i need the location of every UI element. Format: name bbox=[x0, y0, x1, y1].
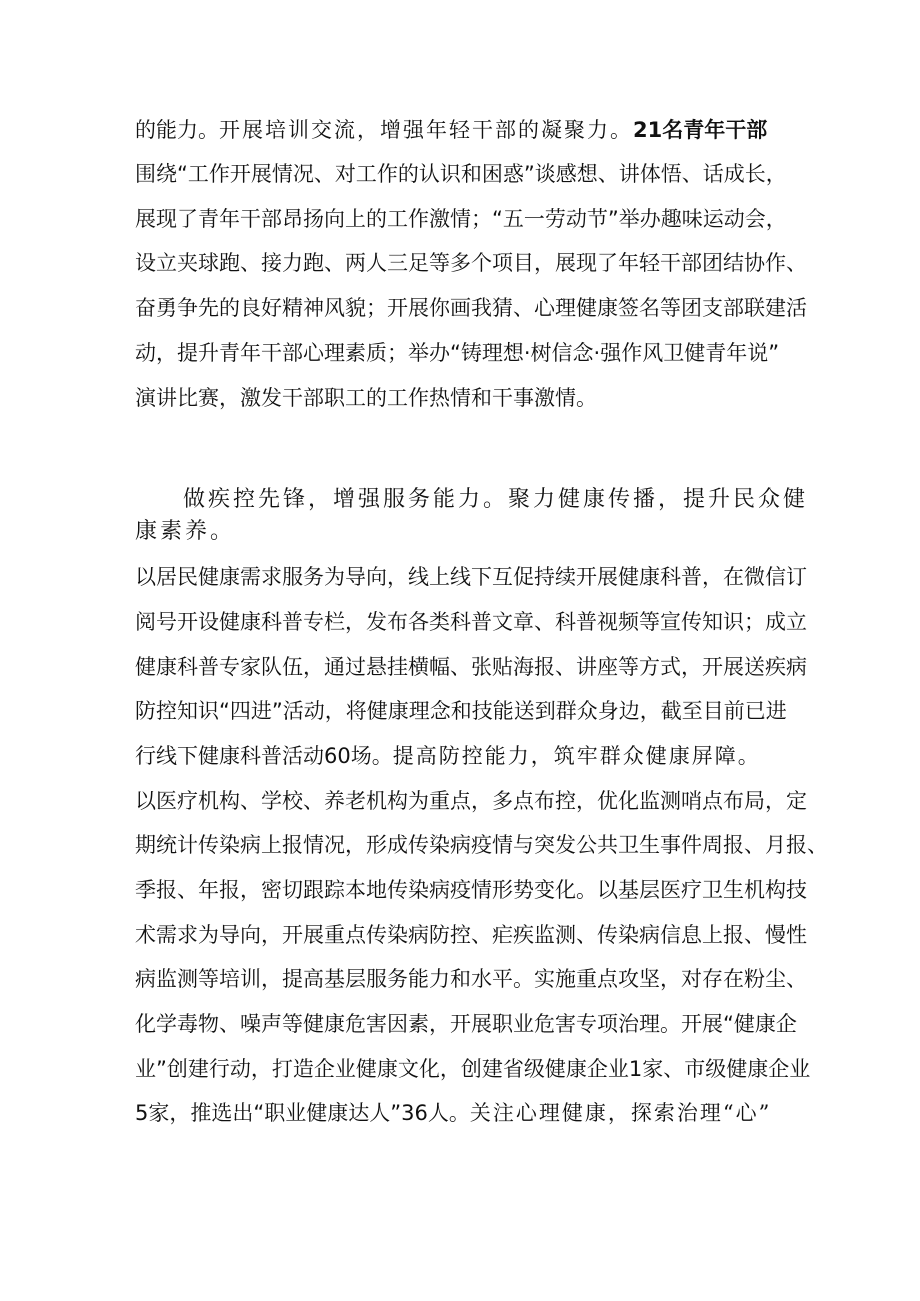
text-segment: 的能力。 bbox=[135, 118, 219, 142]
text-segment: 5家，推选出“职业健康达人”36人。 bbox=[135, 1101, 470, 1125]
paragraph-line: 以医疗机构、学校、养老机构为重点，多点布控，优化监测哨点布局，定 bbox=[135, 789, 807, 813]
paragraph-line bbox=[135, 115, 767, 145]
paragraph-line: 设立夹球跑、接力跑、两人三足等多个项目，展现了年轻干部团结协作、 bbox=[135, 251, 807, 275]
paragraph-line: 健康科普专家队伍，通过悬挂横幅、张贴海报、讲座等方式，开展送疾病 bbox=[135, 655, 807, 679]
serif-text-segment: 关注心理健康，探索治理“心” bbox=[469, 1101, 772, 1125]
paragraph-line: 业”创建行动，打造企业健康文化，创建省级健康企业1家、市级健康企业 bbox=[135, 1057, 811, 1081]
paragraph-line: 动，提升青年干部心理素质；举办“铸理想·树信念·强作风卫健青年说” bbox=[135, 341, 780, 365]
section-heading-line: 做疾控先锋，增强服务能力。聚力健康传播，提升民众健 bbox=[183, 487, 809, 512]
paragraph-line: 演讲比赛，激发干部职工的工作热情和干事激情。 bbox=[135, 386, 597, 410]
paragraph-line: 化学毒物、噪声等健康危害因素，开展职业危害专项治理。开展“健康企 bbox=[135, 1012, 797, 1036]
paragraph-line: 期统计传染病上报情况，形成传染病疫情与突发公共卫生事件周报、月报、 bbox=[135, 833, 828, 857]
paragraph-line: 围绕“工作开展情况、对工作的认识和困惑”谈感想、讲体悟、话成长， bbox=[135, 162, 787, 186]
serif-text-segment: 开展培训交流，增强年轻干部的凝聚力。 bbox=[219, 118, 633, 142]
text-segment: 行线下健康科普活动60场。 bbox=[135, 744, 393, 768]
paragraph-line bbox=[135, 741, 761, 771]
paragraph-line: 季报、年报，密切跟踪本地传染病疫情形势变化。以基层医疗卫生机构技 bbox=[135, 878, 807, 902]
text-segment: 21名青年干部 bbox=[633, 118, 768, 142]
paragraph-line: 展现了青年干部昂扬向上的工作激情；“五一劳动节”举办趣味运动会， bbox=[135, 207, 787, 231]
serif-text-segment: 提高防控能力，筑牢群众健康屏障。 bbox=[392, 744, 761, 768]
section-heading-line: 康素养。 bbox=[135, 519, 236, 544]
paragraph-line: 以居民健康需求服务为导向，线上线下互促持续开展健康科普，在微信订 bbox=[135, 565, 807, 589]
paragraph-line: 奋勇争先的良好精神风貌；开展你画我猜、心理健康签名等团支部联建活 bbox=[135, 296, 807, 320]
paragraph-line: 防控知识“四进”活动，将健康理念和技能送到群众身边，截至目前已进 bbox=[135, 699, 787, 723]
paragraph-line: 术需求为导向，开展重点传染病防控、疟疾监测、传染病信息上报、慢性 bbox=[135, 923, 807, 947]
paragraph-line: 阅号开设健康科普专栏，发布各类科普文章、科普视频等宣传知识；成立 bbox=[135, 610, 807, 634]
paragraph-line: 病监测等培训，提高基层服务能力和水平。实施重点攻坚，对存在粉尘、 bbox=[135, 967, 807, 991]
paragraph-line bbox=[135, 1098, 771, 1128]
